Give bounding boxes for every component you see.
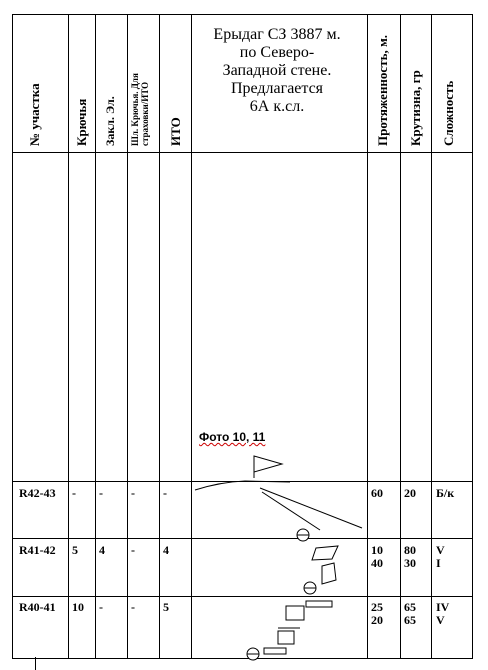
row1-difficulty: Б/к: [436, 486, 455, 500]
row1-steepness: 20: [404, 486, 416, 500]
row1-bolts: -: [99, 486, 103, 500]
row2-belay: -: [131, 543, 135, 557]
header-difficulty: Сложность: [441, 80, 456, 146]
row2-section: R41-42: [19, 543, 56, 557]
row2-length-1: 10: [371, 543, 383, 557]
overhang-block-icon: [278, 631, 294, 644]
summit-flag-icon: [254, 456, 282, 472]
header-length: Протяженность, м.: [375, 34, 390, 146]
photo-label: Фото 10, 11: [199, 430, 266, 444]
title-line-3: Западной стене.: [222, 62, 332, 79]
row1-length: 60: [371, 486, 383, 500]
row1-belay: -: [131, 486, 135, 500]
ridge-slope-right: [260, 488, 362, 528]
header-hooks: Крючья: [74, 98, 89, 146]
row3-steepness-1: 65: [404, 600, 416, 614]
rock-slab-icon: [322, 563, 336, 584]
title-line-4: Предлагается: [230, 80, 324, 97]
row2-bolts: 4: [99, 543, 105, 557]
row3-hooks: 10: [72, 600, 84, 614]
ledge-icon: [264, 648, 286, 654]
row2-length-2: 40: [371, 556, 383, 570]
row3-bolts: -: [99, 600, 103, 614]
row2-ito: 4: [163, 543, 169, 557]
row2-steepness-2: 30: [404, 556, 416, 570]
row2-steepness-1: 80: [404, 543, 416, 557]
rock-slab-icon: [312, 546, 338, 560]
overhang-block-icon: [286, 606, 304, 620]
row1-hooks: -: [72, 486, 76, 500]
ridge-slope-left: [262, 492, 320, 530]
row3-section: R40-41: [19, 600, 56, 614]
ridge-line: [195, 481, 290, 490]
header-ito: ИТО: [168, 117, 183, 146]
row3-length-2: 20: [371, 613, 383, 627]
row3-belay: -: [131, 600, 135, 614]
row3-difficulty-1: IV: [436, 600, 450, 614]
row3-difficulty-2: V: [436, 613, 445, 627]
row2-hooks: 5: [72, 543, 78, 557]
header-steepness: Крутизна, гр: [408, 70, 423, 146]
row1-ito: -: [163, 486, 167, 500]
row3-steepness-2: 65: [404, 613, 416, 627]
row2-difficulty-2: I: [436, 556, 441, 570]
row2-difficulty-1: V: [436, 543, 445, 557]
row3-length-1: 25: [371, 600, 383, 614]
header-belay: Шл. Крючья. Для страховки/ИТО: [130, 73, 150, 146]
title-line-1: Ерыдаг СЗ 3887 м.: [213, 26, 341, 43]
header-bolts: Закл. Эл.: [103, 96, 117, 146]
title-line-2: по Северо-: [239, 44, 315, 61]
ledge-icon: [306, 601, 332, 607]
row1-section: R42-43: [19, 486, 56, 500]
title-line-5: 6А к.сл.: [249, 98, 305, 115]
row3-ito: 5: [163, 600, 169, 614]
header-section: № участка: [27, 83, 42, 146]
